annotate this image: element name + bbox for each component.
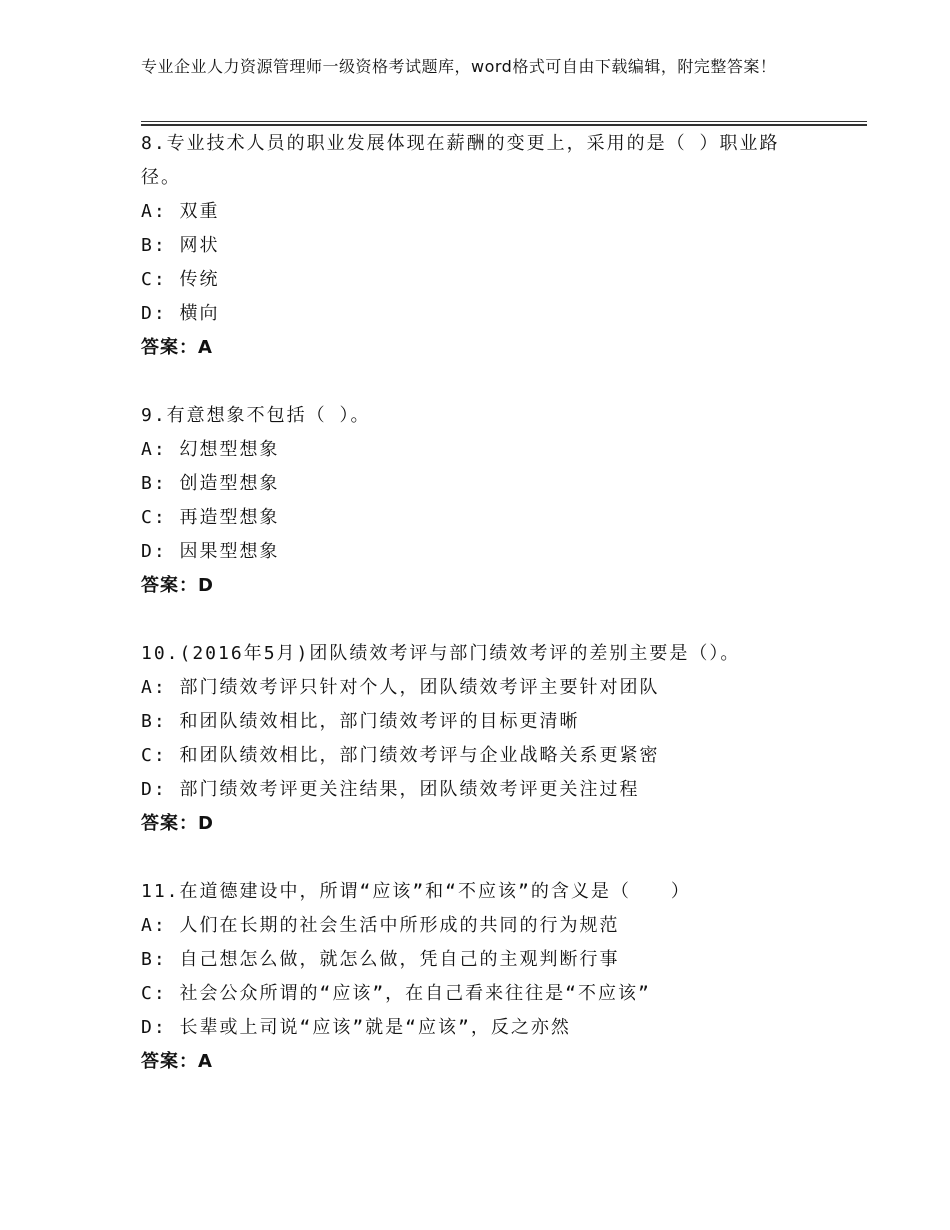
option-d: D: 因果型想象: [141, 541, 280, 562]
option-a: A: 幻想型想象: [141, 439, 280, 460]
option-d: D: 长辈或上司说“应该”就是“应该”，反之亦然: [141, 1017, 571, 1038]
question-stem: 11.在道德建设中，所谓“应该”和“不应该”的含义是（ ）: [141, 881, 691, 902]
answer-label: 答案：A: [141, 337, 213, 358]
document-header: 专业企业人力资源管理师一级资格考试题库，word格式可自由下载编辑，附完整答案！: [141, 57, 777, 76]
answer-label: 答案：D: [141, 813, 214, 834]
option-c: C: 社会公众所谓的“应该”，在自己看来往往是“不应该”: [141, 983, 651, 1004]
option-a: A: 人们在长期的社会生活中所形成的共同的行为规范: [141, 915, 620, 936]
option-b: B: 网状: [141, 235, 220, 256]
option-b: B: 创造型想象: [141, 473, 280, 494]
option-a: A: 部门绩效考评只针对个人，团队绩效考评主要针对团队: [141, 677, 660, 698]
option-c: C: 再造型想象: [141, 507, 280, 528]
option-d: D: 部门绩效考评更关注结果，团队绩效考评更关注过程: [141, 779, 640, 800]
answer-label: 答案：A: [141, 1051, 213, 1072]
question-11: [141, 875, 841, 1079]
question-stem: 8.专业技术人员的职业发展体现在薪酬的变更上，采用的是（ ）职业路径。: [141, 133, 780, 188]
option-b: B: 和团队绩效相比，部门绩效考评的目标更清晰: [141, 711, 580, 732]
question-stem: 10.(2016年5月)团队绩效考评与部门绩效考评的差别主要是（）。: [141, 643, 741, 664]
option-c: C: 传统: [141, 269, 220, 290]
question-8: [141, 127, 841, 365]
option-b: B: 自己想怎么做，就怎么做，凭自己的主观判断行事: [141, 949, 620, 970]
option-c: C: 和团队绩效相比，部门绩效考评与企业战略关系更紧密: [141, 745, 660, 766]
question-9: [141, 399, 841, 603]
question-list: [141, 127, 841, 1113]
answer-label: 答案：D: [141, 575, 214, 596]
option-a: A: 双重: [141, 201, 220, 222]
question-10: [141, 637, 841, 841]
question-stem: 9.有意想象不包括（ ）。: [141, 405, 371, 426]
option-d: D: 横向: [141, 303, 220, 324]
header-divider-thick: [141, 124, 867, 126]
header-divider-thin: [141, 121, 867, 122]
